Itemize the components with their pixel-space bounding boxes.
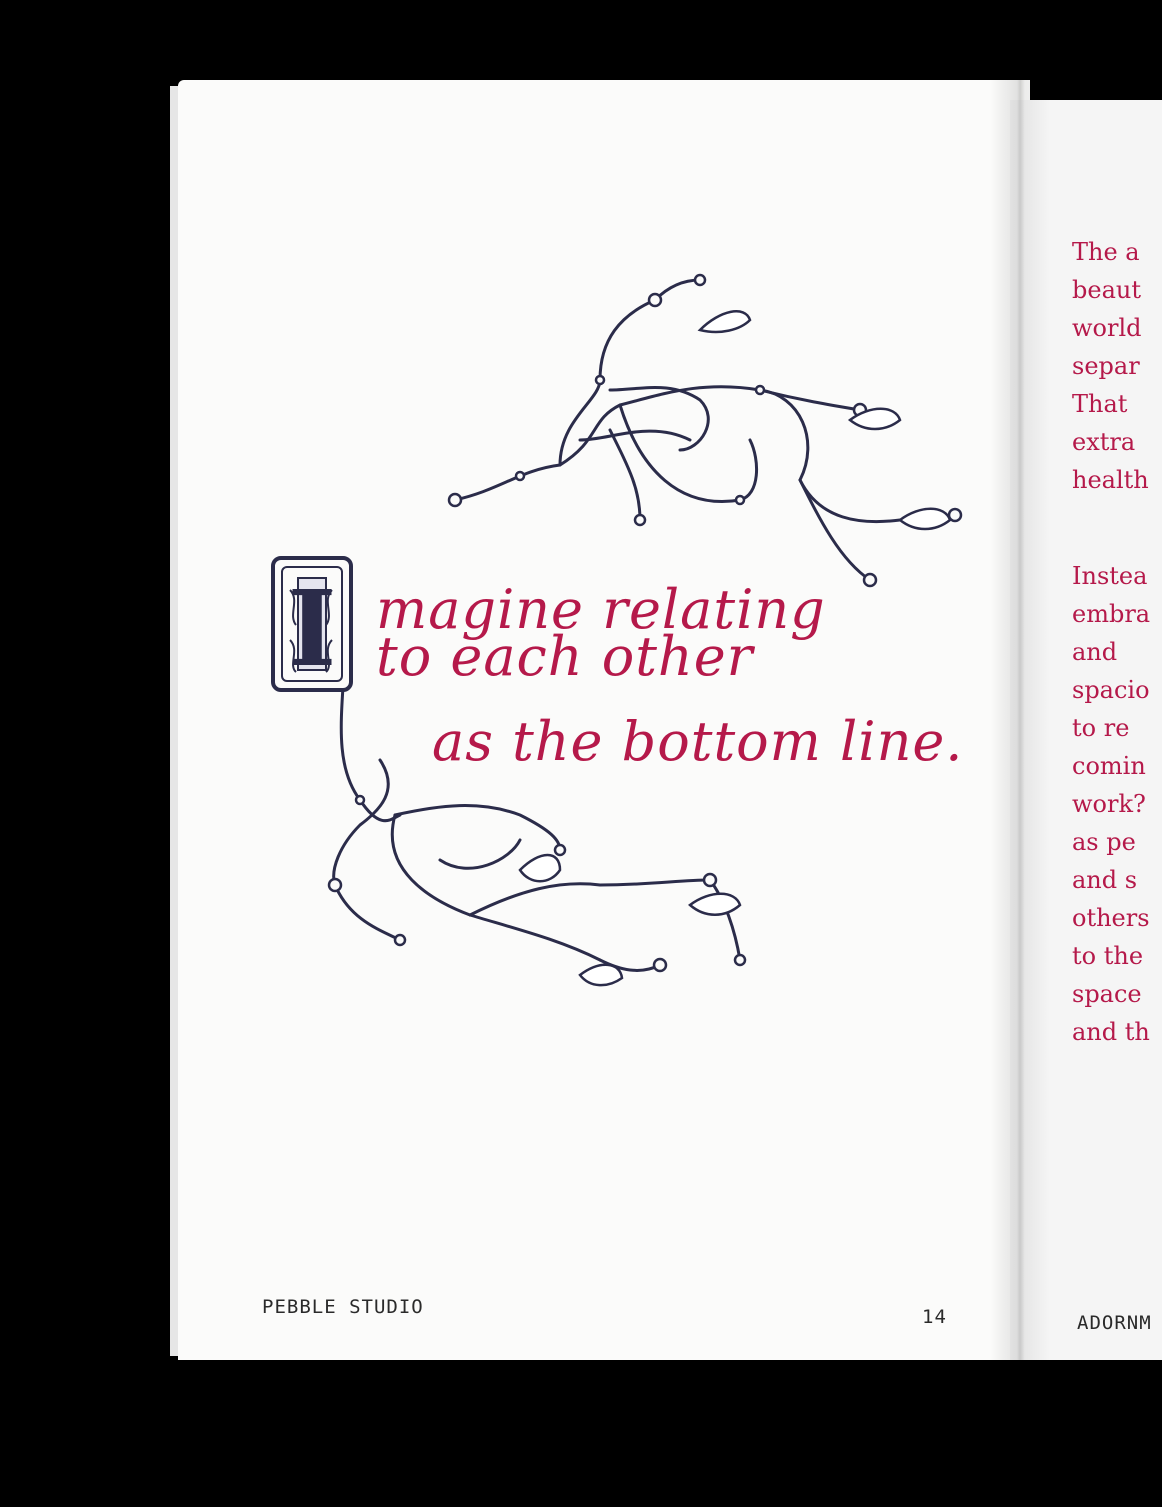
right-page-text-line: world xyxy=(1072,314,1142,342)
right-page-text-line: beaut xyxy=(1072,276,1141,304)
right-page-text-line: The a xyxy=(1072,238,1140,266)
right-page-text-line: and s xyxy=(1072,866,1138,894)
right-page-text-line: and th xyxy=(1072,1018,1150,1046)
right-page-text-line: spacio xyxy=(1072,676,1150,704)
right-page-text-line: to re xyxy=(1072,714,1130,742)
right-page-text-line: as pe xyxy=(1072,828,1136,856)
quote-line-2: to each other xyxy=(376,625,754,688)
right-page-text-line: and xyxy=(1072,638,1118,666)
right-page-text-line: separ xyxy=(1072,352,1140,380)
right-page-text-line: health xyxy=(1072,466,1149,494)
right-page-text-line: extra xyxy=(1072,428,1136,456)
right-page-text-line: That xyxy=(1072,390,1128,418)
page-number: 14 xyxy=(922,1306,947,1328)
right-page-text-line: Instea xyxy=(1072,562,1148,590)
quote-line-3: as the bottom line. xyxy=(432,710,964,773)
quote-line-1: magine relating xyxy=(376,578,826,641)
right-page-text-line: to the xyxy=(1072,942,1144,970)
right-page-text-line: space xyxy=(1072,980,1142,1008)
right-page-text-line: work? xyxy=(1072,790,1146,818)
footer-right-title: ADORNM xyxy=(1077,1312,1152,1334)
drop-cap: I xyxy=(287,567,337,690)
right-page-text-line: embra xyxy=(1072,600,1151,628)
right-page-text-line: others xyxy=(1072,904,1150,932)
right-page-text-line: comin xyxy=(1072,752,1146,780)
footer-publisher: PEBBLE STUDIO xyxy=(262,1296,424,1318)
